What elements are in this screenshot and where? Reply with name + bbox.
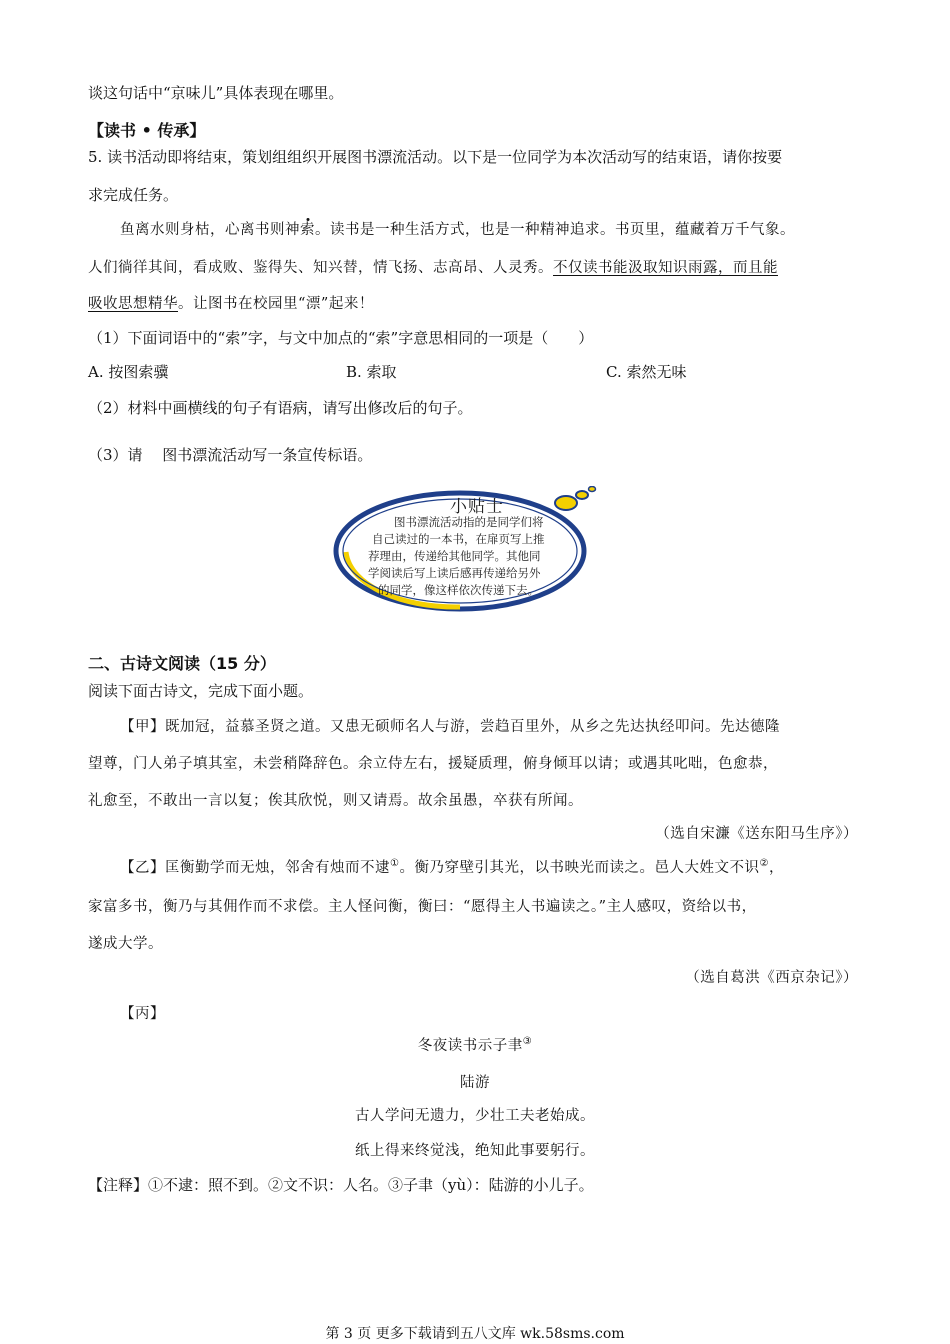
underlined-sentence-part2: 吸收思想精华 <box>88 296 178 312</box>
subquestion-3: （3）请 图书漂流活动写一条宣传标语。 <box>88 446 373 464</box>
poetry-instruction: 阅读下面古诗文，完成下面小题。 <box>88 682 314 700</box>
option-c: C. 索然无味 <box>606 363 687 381</box>
intro-line: 谈这句话中“京味儿”具体表现在哪里。 <box>88 84 344 102</box>
yi-line-2: 家富多书，衡乃与其佣作而不求偿。主人怪问衡，衡曰：“愿得主人书遍读之。”主人感叹，资给以书， <box>88 899 757 915</box>
option-a: A. 按图索骥 <box>88 363 169 381</box>
tip-line-3: 荐理由，传递给其他同学。其他同 <box>368 549 541 563</box>
tip-line-1: 图书漂流活动指的是同学们将 <box>394 515 544 529</box>
tip-title: 小贴士 <box>450 497 504 517</box>
jia-source: （选自宋濂《送东阳马生序》） <box>655 826 858 842</box>
jia-line-3: 礼愈至，不敢出一言以复；俟其欣悦，则又请焉。故余虽愚，卒获有所闻。 <box>88 793 583 809</box>
yi-source: （选自葛洪《西京杂记》） <box>685 970 858 986</box>
option-b: B. 索取 <box>346 363 397 381</box>
poem-line-1: 古人学问无遗力，少壮工夫老始成。 <box>355 1108 595 1124</box>
notes: 【注释】①不逮：照不到。②文不识：人名。③子聿（yù）：陆游的小儿子。 <box>88 1176 594 1194</box>
jia-line-2: 望尊，门人弟子填其室，未尝稍降辞色。余立侍左右，援疑质理，俯身倾耳以请；或遇其叱咄，色愈恭， <box>88 756 778 772</box>
question-5-line1: 5. 读书活动即将结束，策划组组织开展图书漂流活动。以下是一位同学为本次活动写的结束语，请你按要 <box>88 148 783 166</box>
tip-line-4: 学阅读后写上读后感再传递给另外 <box>368 566 541 580</box>
question-5-line2: 求完成任务。 <box>88 186 179 204</box>
poem-author: 陆游 <box>460 1075 490 1091</box>
subquestion-1: （1）下面词语中的“索”字，与文中加点的“索”字意思相同的一项是（ ） <box>88 329 594 347</box>
passage-line-2: 人们徜徉其间，看成败、鉴得失、知兴替，情飞扬、志高昂、人灵秀。不仅读书能汲取知识雨露，而且能 <box>88 260 778 276</box>
dotted-character: 索 <box>300 222 315 238</box>
section-heading-poetry: 二、古诗文阅读（15 分） <box>88 654 276 673</box>
tip-speech-bubble <box>332 486 602 616</box>
passage-line-3: 吸收思想精华。让图书在校园里“漂”起来！ <box>88 296 374 312</box>
yi-line-3: 遂成大学。 <box>88 936 163 952</box>
page-footer: 第 3 页 更多下载请到五八文库 wk.58sms.com <box>325 1326 625 1342</box>
jia-line-1: 【甲】既加冠，益慕圣贤之道。又患无硕师名人与游，尝趋百里外，从乡之先达执经叩问。先达德隆 <box>120 719 780 735</box>
subquestion-2: （2）材料中画横线的句子有语病，请写出修改后的句子。 <box>88 399 473 417</box>
underlined-sentence-part1: 不仅读书能汲取知识雨露，而且能 <box>553 260 778 276</box>
yi-line-1: 【乙】匡衡勤学而无烛，邻舍有烛而不逮①。衡乃穿壁引其光，以书映光而读之。邑人大姓文不识②， <box>120 858 784 876</box>
poem-title: 冬夜读书示子聿③ <box>417 1036 533 1054</box>
passage-line-1: 鱼离水则身枯，心离书则神索。读书是一种生活方式，也是一种精神追求。书页里，蕴藏着万千气象。 <box>120 222 795 238</box>
poem-line-2: 纸上得来终觉浅，绝知此事要躬行。 <box>355 1143 595 1159</box>
tip-line-5: 的同学，像这样依次传递下去。 <box>378 583 539 597</box>
bing-label: 【丙】 <box>120 1006 165 1022</box>
section-heading-reading: 【读书 • 传承】 <box>88 121 206 140</box>
tip-line-2: 自己读过的一本书，在扉页写上推 <box>372 532 545 546</box>
